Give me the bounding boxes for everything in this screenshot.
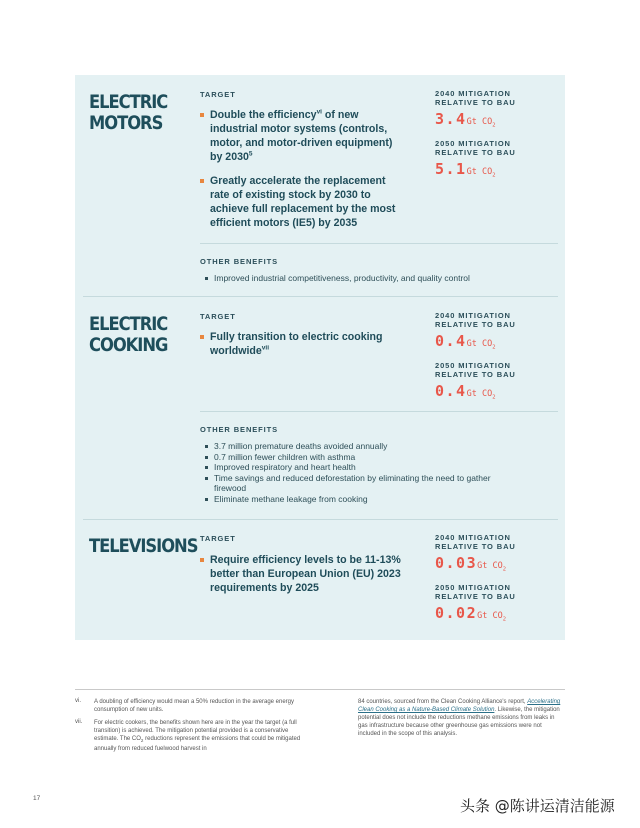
metric-label: 2040 MITIGATION [435, 311, 511, 320]
target-label: TARGET [200, 90, 236, 99]
section-televisions [75, 519, 565, 640]
title-line: ELECTRIC [89, 91, 168, 113]
target-text: Greatly accelerate the replacement rate of existing stock by 2030 to achieve full replacement by the most efficient motors (IE5) by 2035 [210, 175, 396, 229]
footnote-number: vii. [75, 719, 83, 725]
metric-2040 [435, 312, 555, 351]
target-text: Fully transition to electric cooking worldwide [210, 331, 383, 357]
value-number: 5.1 [435, 160, 467, 178]
section-title [89, 92, 167, 134]
section-electric-cooking [75, 297, 565, 519]
target-label: TARGET [200, 534, 236, 543]
metric-value [435, 160, 555, 179]
target-text: of new industrial motor systems (controls, motor, and motor-driven equipment) by 2030 [210, 109, 393, 163]
metric-label: 2040 MITIGATION [435, 89, 511, 98]
value-unit: Gt $CO_2$ [477, 561, 507, 573]
target-item [200, 553, 405, 595]
benefit-item: Eliminate methane leakage from cooking [205, 494, 495, 505]
metric-label: RELATIVE TO BAU [435, 97, 516, 107]
metric-label: 2050 MITIGATION [435, 139, 511, 148]
value-unit: Gt $CO_2$ [466, 339, 496, 351]
footnote-ref[interactable]: 5 [248, 150, 253, 158]
metric-label: 2050 MITIGATION [435, 583, 511, 592]
value-number: 0.4 [435, 382, 467, 400]
metric-value [435, 382, 555, 401]
value-unit: Gt $CO_2$ [477, 611, 507, 623]
metric-value [435, 604, 555, 623]
metric-value [435, 110, 555, 129]
value-number: 3.4 [435, 110, 467, 128]
report-link[interactable]: Accelerating Clean Cooking as a Nature-Based Climate Solution [358, 699, 561, 713]
target-item [200, 108, 405, 164]
footnote-vii: For electric cookers, the benefits shown here are in the year the target (a full transition) is achieved. The mitigation potential provided is a conservative estimate. The $CO_2$ reductions represent the emissions that could be mitigated annually from reduced fuelwood harvest in [94, 720, 301, 753]
watermark: 头条 @陈讲运清洁能源 [460, 797, 615, 815]
benefits-label: OTHER BENEFITS [200, 257, 279, 266]
metric-2050 [435, 584, 555, 623]
footnote-vi: A doubling of efficiency would mean a 50% reduction in the average energy consumption of new units. [94, 699, 295, 713]
metric-label: RELATIVE TO BAU [435, 541, 516, 551]
content-panel [75, 75, 565, 640]
value-number: 0.03 [435, 554, 478, 572]
footnote-vii-continued: 84 countries, sourced from the Clean Cooking Alliance's report, Accelerating Clean Cooking as a Nature-Based Climate Solution. Likewise, the mitigation potential does not include the reductions methane emissions from leaks in gas infrastructure because other greenhouse gas emissions were not included in the scope of this analysis. [358, 699, 561, 737]
title-line: ELECTRIC [89, 313, 168, 335]
divider [200, 411, 558, 412]
metric-2040 [435, 90, 555, 129]
section-electric-motors [75, 75, 565, 297]
footnote-number: vi. [75, 698, 81, 704]
title-line: MOTORS [89, 112, 163, 134]
metric-label: RELATIVE TO BAU [435, 319, 516, 329]
metric-label: 2050 MITIGATION [435, 361, 511, 370]
section-title [89, 536, 197, 557]
target-list [200, 108, 405, 240]
benefits-list [205, 273, 505, 284]
metric-label: 2040 MITIGATION [435, 533, 511, 542]
benefits-list [205, 441, 495, 504]
title-line: TELEVISIONS [89, 535, 198, 557]
benefit-item: 3.7 million premature deaths avoided annually [205, 441, 495, 452]
benefit-item: Improved industrial competitiveness, productivity, and quality control [205, 273, 505, 284]
metric-label: RELATIVE TO BAU [435, 591, 516, 601]
metric-2040 [435, 534, 555, 573]
target-text: Require efficiency levels to be 11-13% better than European Union (EU) 2023 requirements by 2025 [210, 554, 401, 594]
metric-2050 [435, 362, 555, 401]
target-list [200, 553, 405, 605]
value-unit: Gt $CO_2$ [466, 167, 496, 179]
metric-label: RELATIVE TO BAU [435, 147, 516, 157]
value-number: 0.02 [435, 604, 478, 622]
value-unit: Gt $CO_2$ [466, 117, 496, 129]
value-unit: Gt $CO_2$ [466, 389, 496, 401]
footnote-rule [75, 689, 565, 690]
benefit-item: Time savings and reduced deforestation by eliminating the need to gather firewood [205, 473, 495, 494]
section-title [89, 314, 167, 356]
benefit-item: Improved respiratory and heart health [205, 462, 495, 473]
metric-2050 [435, 140, 555, 179]
benefit-item: 0.7 million fewer children with asthma [205, 452, 495, 463]
divider [200, 243, 558, 244]
title-line: COOKING [89, 334, 168, 356]
footnote-ref[interactable]: vii [261, 344, 270, 352]
target-label: TARGET [200, 312, 236, 321]
target-item [200, 330, 405, 358]
target-item [200, 174, 405, 230]
benefits-label: OTHER BENEFITS [200, 425, 279, 434]
metric-value [435, 554, 555, 573]
metric-value [435, 332, 555, 351]
value-number: 0.4 [435, 332, 467, 350]
metric-label: RELATIVE TO BAU [435, 369, 516, 379]
target-text: Double the efficiency [210, 109, 317, 121]
footnote-ref[interactable]: vi [316, 108, 322, 116]
target-list [200, 330, 405, 368]
page-number: 17 [33, 795, 41, 802]
